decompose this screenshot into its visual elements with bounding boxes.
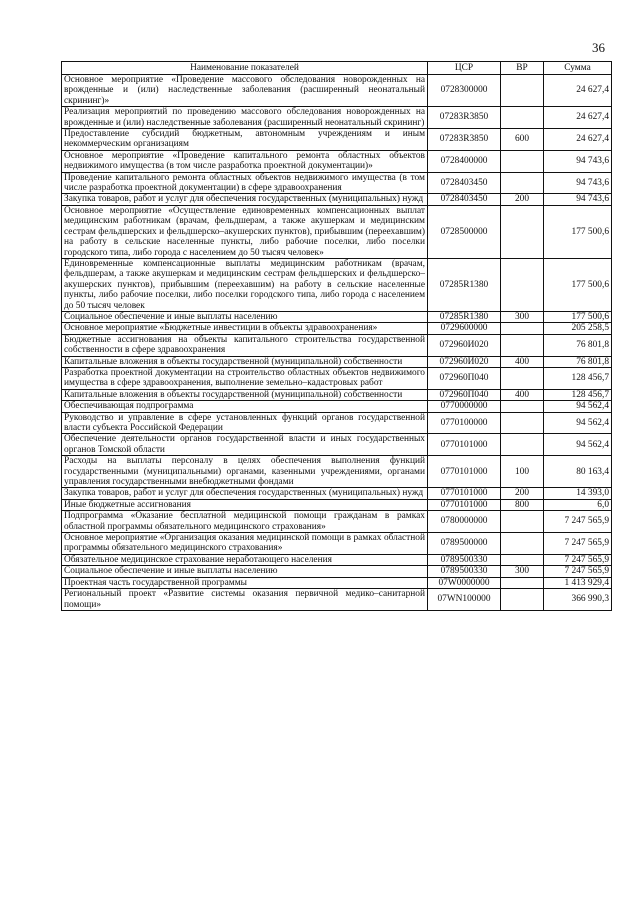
cell-vr: 300 xyxy=(501,566,544,577)
cell-vr xyxy=(501,75,544,107)
cell-vr xyxy=(501,434,544,456)
cell-sum: 94 562,4 xyxy=(544,401,612,412)
cell-sum: 205 258,5 xyxy=(544,323,612,334)
table-row xyxy=(62,434,612,456)
cell-csr: 0728403450 xyxy=(428,194,501,205)
cell-sum: 1 413 929,4 xyxy=(544,577,612,588)
cell-sum: 94 743,6 xyxy=(544,150,612,172)
cell-vr xyxy=(501,533,544,555)
cell-name: Основное мероприятие «Проведение капитального ремонта областных объектов недвижимого имущества (в том числе разработка проектной документации)» xyxy=(62,150,428,172)
header-name: Наименование показателей xyxy=(62,62,428,75)
cell-csr: 0789500330 xyxy=(428,554,501,565)
table-row xyxy=(62,258,612,311)
cell-vr xyxy=(501,334,544,356)
cell-sum: 7 247 565,9 xyxy=(544,554,612,565)
cell-name: Проведение капитального ремонта областных объектов недвижимого имущества (в том числе разработка проектной документации) в сфере здравоохранения xyxy=(62,172,428,194)
cell-sum: 80 163,4 xyxy=(544,456,612,488)
table-row xyxy=(62,389,612,400)
header-sum: Сумма xyxy=(544,62,612,75)
cell-sum: 128 456,7 xyxy=(544,367,612,389)
cell-name: Закупка товаров, работ и услуг для обеспечения государственных (муниципальных) нужд xyxy=(62,194,428,205)
table-row xyxy=(62,589,612,611)
cell-sum: 94 743,6 xyxy=(544,172,612,194)
cell-csr: 0728500000 xyxy=(428,205,501,258)
cell-csr: 0780000000 xyxy=(428,511,501,533)
cell-vr: 400 xyxy=(501,356,544,367)
cell-csr: 07285R1380 xyxy=(428,311,501,322)
cell-vr xyxy=(501,205,544,258)
cell-csr: 0729600000 xyxy=(428,323,501,334)
cell-vr: 800 xyxy=(501,499,544,510)
cell-vr xyxy=(501,150,544,172)
cell-name: Руководство и управление в сфере установленных функций органов государственной власти субъекта Российской Федерации xyxy=(62,412,428,434)
cell-sum: 128 456,7 xyxy=(544,389,612,400)
table-row xyxy=(62,107,612,129)
cell-csr: 0728403450 xyxy=(428,172,501,194)
cell-vr: 400 xyxy=(501,389,544,400)
table-row xyxy=(62,367,612,389)
cell-csr: 0770101000 xyxy=(428,488,501,499)
cell-name: Капитальные вложения в объекты государственной (муниципальной) собственности xyxy=(62,389,428,400)
table-row xyxy=(62,334,612,356)
cell-csr: 0728400000 xyxy=(428,150,501,172)
cell-name: Социальное обеспечение и иные выплаты населению xyxy=(62,566,428,577)
cell-vr xyxy=(501,323,544,334)
cell-csr: 0770101000 xyxy=(428,456,501,488)
cell-sum: 24 627,4 xyxy=(544,107,612,129)
budget-table xyxy=(61,61,612,611)
cell-name: Подпрограмма «Оказание бесплатной медицинской помощи гражданам в рамках областной программы обязательного медицинского страхования» xyxy=(62,511,428,533)
header-csr: ЦСР xyxy=(428,62,501,75)
table-row xyxy=(62,129,612,151)
cell-name: Обеспечение деятельности органов государственной власти и иных государственных органов Томской области xyxy=(62,434,428,456)
cell-csr: 0789500000 xyxy=(428,533,501,555)
cell-csr: 0789500330 xyxy=(428,566,501,577)
cell-vr xyxy=(501,401,544,412)
table-row xyxy=(62,511,612,533)
cell-sum: 24 627,4 xyxy=(544,129,612,151)
cell-csr: 0770100000 xyxy=(428,412,501,434)
cell-csr: 07285R1380 xyxy=(428,258,501,311)
cell-name: Разработка проектной документации на строительство областных объектов недвижимого имущества в сфере здравоохранения, выполнение земельно–кадастровых работ xyxy=(62,367,428,389)
table-row xyxy=(62,456,612,488)
table-row xyxy=(62,412,612,434)
cell-name: Единовременные компенсационные выплаты медицинским работникам (врачам, фельдшерам, а также акушеркам и медицинским сестрам фельдшерских и фельдшерско–акушерских пунктов), прибывшим (переехавшим) на работу в сельские населенные пункты, либо рабочие поселки, либо поселки городского типа, либо города с населением до 50 тысяч человек xyxy=(62,258,428,311)
cell-sum: 177 500,6 xyxy=(544,311,612,322)
cell-vr xyxy=(501,511,544,533)
cell-name: Основное мероприятие «Проведение массового обследования новорожденных на врожденные и (или) наследственные заболевания (расширенный неонатальный скрининг)» xyxy=(62,75,428,107)
cell-name: Обеспечивающая подпрограмма xyxy=(62,401,428,412)
cell-name: Предоставление субсидий бюджетным, автономным учреждениям и иным некоммерческим организациям xyxy=(62,129,428,151)
cell-name: Основное мероприятие «Организация оказания медицинской помощи в рамках областной программы обязательного медицинского страхования» xyxy=(62,533,428,555)
cell-csr: 0770000000 xyxy=(428,401,501,412)
table-row xyxy=(62,401,612,412)
cell-csr: 07283R3850 xyxy=(428,129,501,151)
cell-sum: 177 500,6 xyxy=(544,258,612,311)
cell-name: Основное мероприятие «Бюджетные инвестиции в объекты здравоохранения» xyxy=(62,323,428,334)
cell-name: Расходы на выплаты персоналу в целях обеспечения выполнения функций государственными (муниципальными) органами, казенными учреждениями, органами управления государственными внебюджетными фондами xyxy=(62,456,428,488)
cell-csr: 072960П040 xyxy=(428,367,501,389)
table-row xyxy=(62,488,612,499)
cell-name: Капитальные вложения в объекты государственной (муниципальной) собственности xyxy=(62,356,428,367)
table-row xyxy=(62,172,612,194)
cell-vr: 300 xyxy=(501,311,544,322)
table-row xyxy=(62,577,612,588)
table-row xyxy=(62,499,612,510)
table-row xyxy=(62,323,612,334)
cell-name: Обязательное медицинское страхование неработающего населения xyxy=(62,554,428,565)
cell-sum: 6,0 xyxy=(544,499,612,510)
cell-vr xyxy=(501,107,544,129)
cell-sum: 76 801,8 xyxy=(544,356,612,367)
cell-sum: 76 801,8 xyxy=(544,334,612,356)
cell-sum: 7 247 565,9 xyxy=(544,511,612,533)
cell-vr xyxy=(501,577,544,588)
cell-vr: 600 xyxy=(501,129,544,151)
cell-vr xyxy=(501,172,544,194)
table-row xyxy=(62,194,612,205)
cell-csr: 0770101000 xyxy=(428,499,501,510)
cell-name: Основное мероприятие «Осуществление единовременных компенсационных выплат медицинским работникам (врачам, фельдшерам, а также акушеркам и медицинским сестрам фельдшерских и фельдшерско–акушерских пунктов), прибывшим (переехавшим) на работу в сельские населенные пункты, либо рабочие поселки, либо поселки городского типа, либо города с населением до 50 тысяч человек» xyxy=(62,205,428,258)
table-header-row xyxy=(62,62,612,75)
cell-csr: 072960И020 xyxy=(428,356,501,367)
table-row xyxy=(62,533,612,555)
cell-csr: 0728300000 xyxy=(428,75,501,107)
cell-csr: 072960П040 xyxy=(428,389,501,400)
table-row xyxy=(62,311,612,322)
cell-name: Бюджетные ассигнования на объекты капитального строительства государственной собственности в сфере здравоохранения xyxy=(62,334,428,356)
cell-vr: 200 xyxy=(501,194,544,205)
table-row xyxy=(62,150,612,172)
cell-vr xyxy=(501,589,544,611)
cell-vr: 100 xyxy=(501,456,544,488)
header-vr: ВР xyxy=(501,62,544,75)
cell-vr xyxy=(501,367,544,389)
cell-name: Иные бюджетные ассигнования xyxy=(62,499,428,510)
cell-sum: 94 562,4 xyxy=(544,434,612,456)
cell-sum: 14 393,0 xyxy=(544,488,612,499)
table-row xyxy=(62,75,612,107)
cell-name: Реализация мероприятий по проведению массового обследования новорожденных на врожденные и (или) наследственные заболевания (расширенный неонатальный скрининг) xyxy=(62,107,428,129)
cell-name: Региональный проект «Развитие системы оказания первичной медико–санитарной помощи» xyxy=(62,589,428,611)
cell-sum: 94 743,6 xyxy=(544,194,612,205)
cell-sum: 7 247 565,9 xyxy=(544,566,612,577)
table-row xyxy=(62,554,612,565)
cell-sum: 366 990,3 xyxy=(544,589,612,611)
cell-sum: 24 627,4 xyxy=(544,75,612,107)
cell-vr xyxy=(501,258,544,311)
cell-csr: 072960И020 xyxy=(428,334,501,356)
cell-sum: 177 500,6 xyxy=(544,205,612,258)
cell-name: Проектная часть государственной программы xyxy=(62,577,428,588)
page-number: 36 xyxy=(592,40,605,55)
cell-name: Социальное обеспечение и иные выплаты населению xyxy=(62,311,428,322)
cell-sum: 7 247 565,9 xyxy=(544,533,612,555)
cell-csr: 0770101000 xyxy=(428,434,501,456)
cell-vr: 200 xyxy=(501,488,544,499)
cell-vr xyxy=(501,412,544,434)
cell-csr: 07283R3850 xyxy=(428,107,501,129)
cell-name: Закупка товаров, работ и услуг для обеспечения государственных (муниципальных) нужд xyxy=(62,488,428,499)
cell-sum: 94 562,4 xyxy=(544,412,612,434)
table-row xyxy=(62,205,612,258)
cell-vr xyxy=(501,554,544,565)
cell-csr: 07W0000000 xyxy=(428,577,501,588)
cell-csr: 07WN100000 xyxy=(428,589,501,611)
table-row xyxy=(62,566,612,577)
table-row xyxy=(62,356,612,367)
